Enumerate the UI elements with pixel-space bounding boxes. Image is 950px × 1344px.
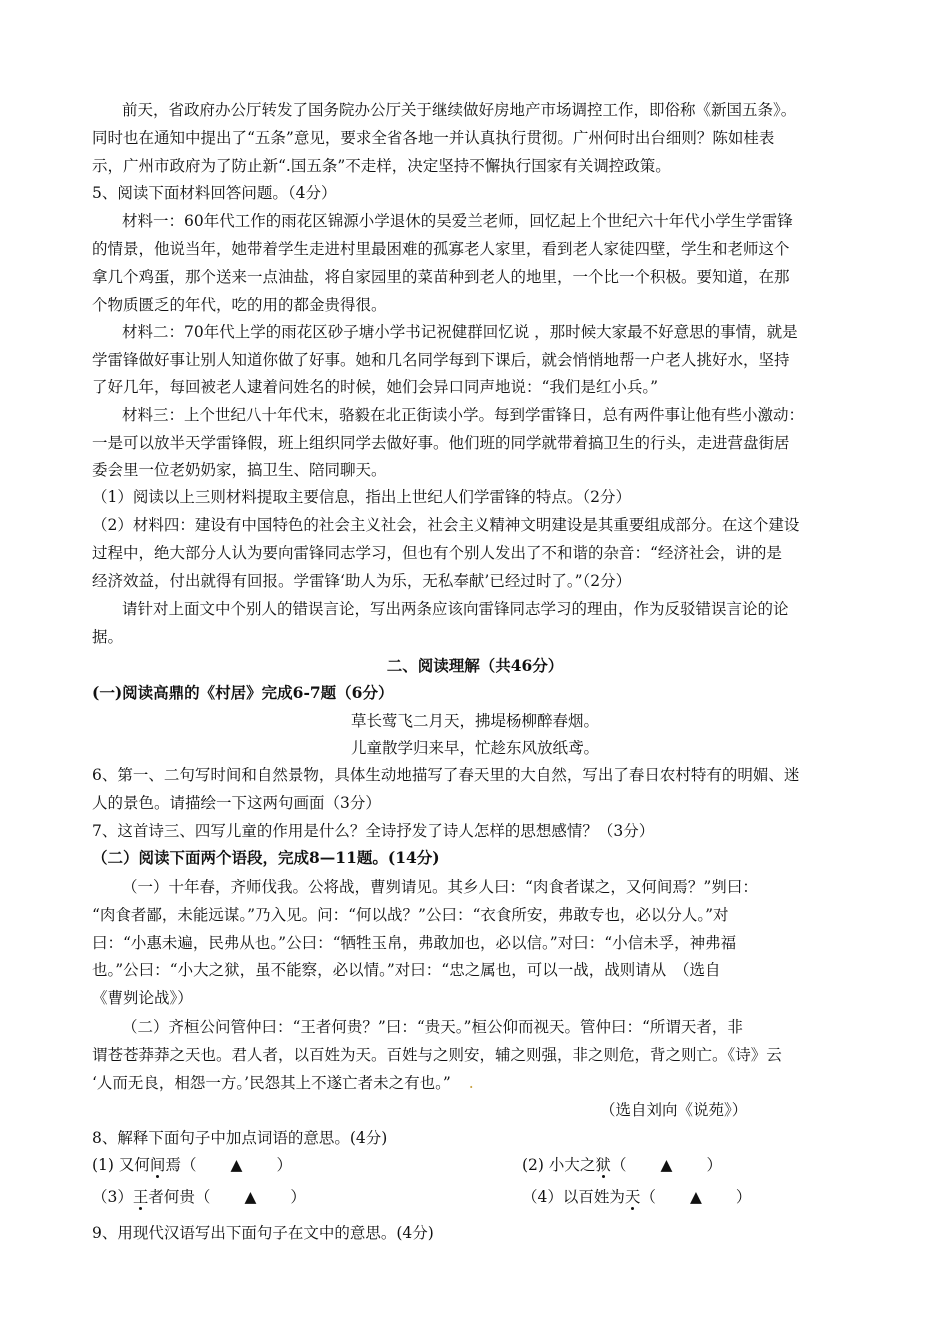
question-5-sub-2-line: （2）材料四：建设有中国特色的社会主义社会，社会主义精神文明建设是其重要组成部分。在这个建设 (92, 516, 800, 534)
question-8-row (92, 1185, 862, 1209)
question-5-sub-2-line: 经济效益，付出就得有回报。学雷锋‘助人为乐，无私奉献’已经过时了。”（2分） (92, 572, 632, 590)
material-2-line: 学雷锋做好事让别人知道你做了好事。她和几名同学每到下课后，就会悄悄地帮一户老人挑好水，坚持 (92, 351, 790, 369)
q8-item-dotted-word: 间 (149, 1156, 166, 1174)
poem-line: 草长莺飞二月天，拂堤杨柳醉春烟。 (350, 712, 599, 730)
question-6-line: 人的景色。请描绘一下这两句画面（3分） (92, 794, 381, 812)
answer-blank[interactable]: ▲ (230, 1156, 243, 1174)
part-1-title: (一)阅读高鼎的《村居》完成6-7题（6分） (92, 683, 394, 702)
material-3-line: 材料三：上个世纪八十年代末，骆毅在北正街读小学。每到学雷锋日，总有两件事让他有些小激动： (122, 406, 805, 424)
q8-item-paren: ） (290, 1188, 306, 1206)
passage-1-line: 也。”公曰：“小大之狱，虽不能察，必以情。”对曰：“忠之属也，可以一战，战则请从 （选自 (92, 961, 721, 979)
q8-item-num: （4） (522, 1188, 563, 1206)
q8-item-paren: ） (276, 1156, 292, 1174)
q8-item-num: (1) (92, 1156, 114, 1174)
q8-item-3 (92, 1188, 306, 1206)
passage-2-last-text: ‘人而无良，相怨一方。’民怨其上不遂亡者未之有也。” (92, 1074, 451, 1092)
question-7: 7、这首诗三、四写儿童的作用是什么？全诗抒发了诗人怎样的思想感情？（3分） (92, 822, 655, 840)
material-2-line: 了好几年，每回被老人逮着问姓名的时候，她们会异口同声地说：“我们是红小兵。” (92, 378, 659, 396)
question-8-title: 8、解释下面句子中加点词语的意思。(4分) (92, 1129, 388, 1147)
material-1-line: 拿几个鸡蛋，那个送来一点油盐，将自家园里的菜苗种到老人的地里，一个比一个积极。要知道，在那 (92, 268, 790, 286)
intro-line: 示，广州市政府为了防止新“.国五条”不走样，决定坚持不懈执行国家有关调控政策。 (92, 157, 671, 175)
intro-line: 前天，省政府办公厅转发了国务院办公厅关于继续做好房地产市场调控工作，即俗称《新国五条》。 (122, 101, 797, 119)
q8-item-num: （3） (92, 1188, 133, 1206)
q8-item-paren: ） (706, 1156, 722, 1174)
answer-blank[interactable]: ▲ (660, 1156, 673, 1174)
q8-item-pre: 又何 (118, 1156, 150, 1174)
passage-1-line: 曰：“小惠未遍，民弗从也。”公曰：“牺牲玉帛，弗敢加也，必以信。”对曰：“小信未孚，神弗福 (92, 934, 737, 952)
q8-item-1 (92, 1156, 292, 1174)
question-8-row (92, 1153, 862, 1177)
q8-item-paren: （ (610, 1156, 627, 1174)
part-2-title: （二）阅读下面两个语段，完成8—11题。(14分) (92, 848, 440, 867)
intro-line: 同时也在通知中提出了“五条”意见，要求全省各地一并认真执行贯彻。广州何时出台细则？陈如桂表 (92, 129, 775, 147)
material-1-line: 个物质匮乏的年代，吃的用的都金贵得很。 (92, 296, 387, 314)
q8-item-post: 者何贵 (148, 1188, 195, 1206)
question-5-title: 5、阅读下面材料回答问题。（4分） (92, 184, 337, 202)
passage-2-line: （二）齐桓公问管仲曰：“王者何贵？”曰：“贵天。”桓公仰而视天。管仲曰：“所谓天者，非 (122, 1018, 743, 1036)
question-5-sub-2-line: 过程中，绝大部分人认为要向雷锋同志学习，但也有个别人发出了不和谐的杂音：“经济社会，讲的是 (92, 544, 782, 562)
material-3-line: 一是可以放半天学雷锋假，班上组织同学去做好事。他们班的同学就带着搞卫生的行头，走进营盘街居 (92, 434, 790, 452)
q8-item-paren: （ (194, 1188, 211, 1206)
q8-item-post: 焉 (165, 1156, 181, 1174)
material-2-line: 材料二：70年代上学的雨花区砂子塘小学书记祝健群回忆说 ，那时候大家最不好意思的事情，就是 (122, 323, 798, 341)
q8-item-dotted-word: 王 (132, 1188, 149, 1206)
q8-item-paren: ） (735, 1188, 752, 1206)
q8-item-paren: （ (640, 1188, 656, 1206)
answer-blank[interactable]: ▲ (244, 1188, 257, 1206)
passage-2-line: 谓苍苍莽莽之天也。君人者，以百姓为天。百姓与之则安，辅之则强，非之则危，背之则亡。《诗》云 (92, 1046, 782, 1064)
poem-line: 儿童散学归来早，忙趁东风放纸鸢。 (350, 739, 599, 757)
passage-1-line: “肉食者鄙，未能远谋。”乃入见。问：“何以战？”公曰：“衣食所安，弗敢专也，必以分人。”对 (92, 906, 729, 924)
stray-mark: . (468, 1074, 474, 1092)
q8-item-dotted-word: 天 (624, 1188, 641, 1206)
passage-2-line (92, 1071, 862, 1095)
q8-item-num: (2) (522, 1156, 544, 1174)
question-9: 9、用现代汉语写出下面句子在文中的意思。(4分) (92, 1224, 434, 1242)
material-3-line: 委会里一位老奶奶家，搞卫生、陪同聊天。 (92, 461, 387, 479)
q8-item-paren: （ (180, 1156, 197, 1174)
q8-item-dotted-word: 狱 (595, 1156, 611, 1174)
passage-1-line: （一）十年春，齐师伐我。公将战，曹刿请见。其乡人曰：“肉食者谋之，又何间焉？”刿曰： (122, 878, 758, 896)
section-heading: 二、阅读理解（共46分） (386, 656, 564, 675)
material-1-line: 材料一：60年代工作的雨花区锦源小学退休的吴爱兰老师，回忆起上个世纪六十年代小学生学雷锋 (122, 212, 793, 230)
q8-item-pre: 以百姓为 (562, 1188, 625, 1206)
answer-blank[interactable]: ▲ (689, 1188, 702, 1206)
question-5-task-line: 据。 (92, 628, 124, 646)
question-5-task-line: 请针对上面文中个别人的错误言论，写出两条应该向雷锋同志学习的理由，作为反驳错误言论的论 (122, 600, 789, 618)
passage-2-source: （选自刘向《说苑》） (600, 1101, 748, 1119)
question-6-line: 6、第一、二句写时间和自然景物，具体生动地描写了春天里的大自然，写出了春日农村特有的明媚、迷 (92, 766, 800, 784)
q8-item-4 (522, 1185, 751, 1209)
question-5-sub-1: （1）阅读以上三则材料提取主要信息，指出上世纪人们学雷锋的特点。（2分） (92, 488, 631, 506)
q8-item-2 (522, 1153, 722, 1177)
material-1-line: 的情景，他说当年，她带着学生走进村里最困难的孤寡老人家里，看到老人家徒四壁，学生和老师这个 (92, 240, 790, 258)
q8-item-pre: 小大之 (548, 1156, 596, 1174)
passage-1-line: 《曹刿论战》） (92, 989, 193, 1007)
